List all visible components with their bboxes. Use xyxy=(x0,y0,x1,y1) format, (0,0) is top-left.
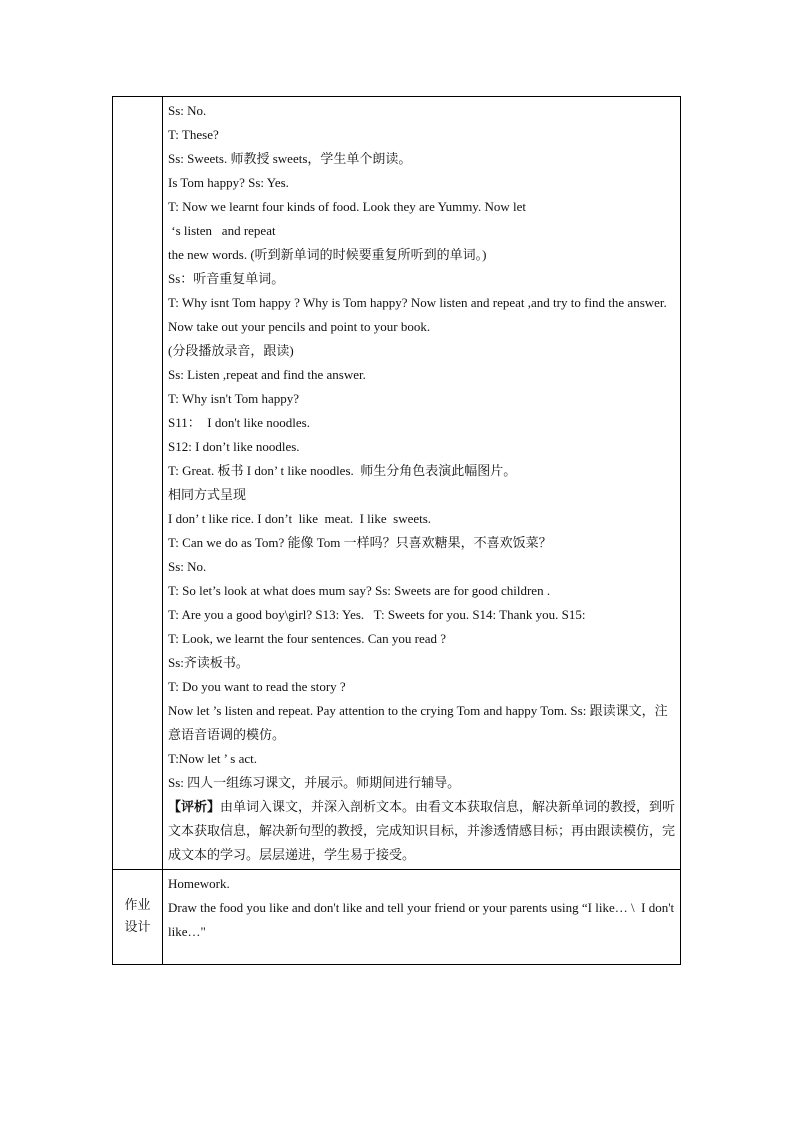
dialogue-line: S12: I don’t like noodles. xyxy=(168,439,300,454)
comment-paragraph xyxy=(168,795,676,867)
dialogue-line: I don’ t like rice. I don’t like meat. I like sweets. xyxy=(168,511,432,526)
homework-content xyxy=(163,870,680,964)
lesson-plan-table xyxy=(112,96,681,965)
dialogue-line: Ss: 四人一组练习课文，并展示。师期间进行辅导。 xyxy=(168,775,461,790)
dialogue-line: Now let ’s listen and repeat. Pay attention to the crying Tom and happy Tom. Ss: 跟读课文，注意语音语调的模仿。 xyxy=(168,703,668,742)
dialogue-line: T:Now let ’ s act. xyxy=(168,751,258,766)
dialogue-line: S11： I don't like noodles. xyxy=(168,415,310,430)
homework-content-cell xyxy=(163,870,681,965)
dialogue-line: T: So let’s look at what does mum say? Ss: Sweets are for good children . xyxy=(168,583,551,598)
dialogue-line: T: These? xyxy=(168,127,219,142)
dialogue-line: T: Are you a good boy\girl? S13: Yes. T: Sweets for you. S14: Thank you. S15: xyxy=(168,607,586,622)
homework-line: Homework. xyxy=(168,876,230,891)
dialogue-line: T: Now we learnt four kinds of food. Look they are Yummy. Now let xyxy=(168,199,526,214)
process-content-cell xyxy=(163,97,681,870)
dialogue-line: T: Look, we learnt the four sentences. Can you read ? xyxy=(168,631,447,646)
dialogue-line: T: Great. 板书 I don’ t like noodles. 师生分角色表演此幅图片。 xyxy=(168,463,517,478)
dialogue-line: T: Can we do as Tom? 能像 Tom 一样吗？只喜欢糖果，不喜欢饭菜？ xyxy=(168,535,552,550)
dialogue-line: T: Why isn't Tom happy? xyxy=(168,391,300,406)
comment-text: 由单词入课文，并深入剖析文本。由看文本获取信息，解决新单词的教授，到听文本获取信息，解决新句型的教授，完成知识目标，并渗透情感目标；再由跟读模仿，完成文本的学习。层层递进，学生易于接受。 xyxy=(168,799,676,862)
homework-line: Draw the food you like and don't like and tell your friend or your parents using “I like… \ I don't like…" xyxy=(168,900,678,939)
dialogue-line: T: Why isnt Tom happy ? Why is Tom happy? Now listen and repeat ,and try to find the answer. Now take out your pencils and point to your book. xyxy=(168,295,671,334)
dialogue-line: T: Do you want to read the story ? xyxy=(168,679,346,694)
dialogue-line: Ss: No. xyxy=(168,103,207,118)
dialogue-line: Ss: Sweets. 师教授 sweets，学生单个朗读。 xyxy=(168,151,412,166)
dialogue-line: (分段播放录音，跟读) xyxy=(168,343,294,358)
dialogue-line: ‘s listen and repeat xyxy=(168,223,276,238)
process-content xyxy=(163,97,680,869)
dialogue-line: Ss: Listen ,repeat and find the answer. xyxy=(168,367,366,382)
dialogue-line: 相同方式呈现 xyxy=(168,487,247,502)
dialogue-line: Ss: No. xyxy=(168,559,207,574)
dialogue-line: Is Tom happy? Ss: Yes. xyxy=(168,175,289,190)
dialogue-line: Ss：听音重复单词。 xyxy=(168,271,285,286)
teaching-process-row xyxy=(113,97,681,870)
homework-label: 作业设计 xyxy=(124,898,151,935)
dialogue-line: Ss:齐读板书。 xyxy=(168,655,249,670)
homework-label-cell xyxy=(113,870,163,965)
dialogue-line: the new words. (听到新单词的时候要重复所听到的单词。) xyxy=(168,247,487,262)
process-label-cell xyxy=(113,97,163,870)
comment-label: 【评析】 xyxy=(168,799,221,814)
homework-row xyxy=(113,870,681,965)
